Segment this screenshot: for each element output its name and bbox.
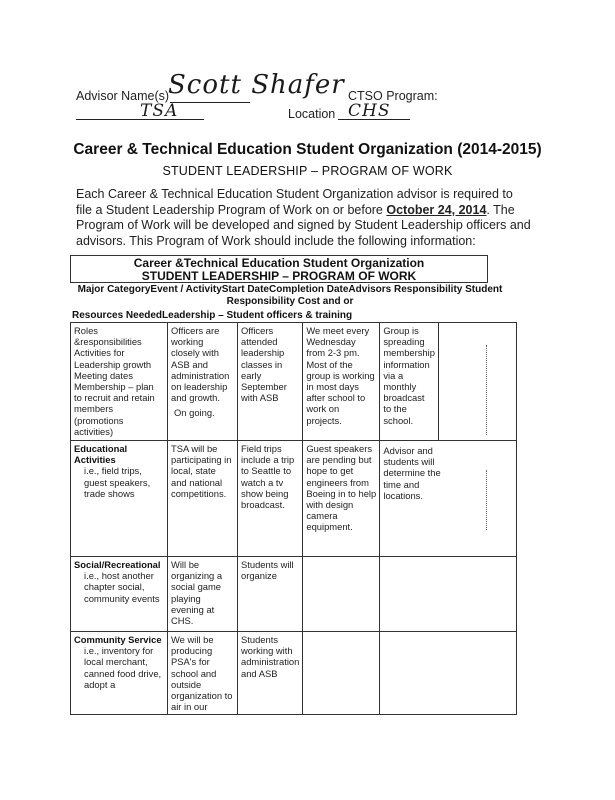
program-of-work-table xyxy=(70,322,517,715)
event-text: Officers are working closely with ASB and administration on leadership and growth. xyxy=(171,325,230,404)
advisor-responsibility-cell xyxy=(380,632,517,715)
category-cell xyxy=(71,441,168,557)
column-headers-line1: Major CategoryEvent / ActivityStart DateCompletion DateAdvisors Responsibility Student xyxy=(77,284,503,295)
table-row xyxy=(71,441,517,557)
completion-date-cell: We meet every Wednesday from 2-3 pm. Most of the group is working in most days after school to work on projects. xyxy=(303,323,380,441)
category-examples: i.e., host another chapter social, community events xyxy=(84,570,160,604)
start-date-cell: Officers attended leadership classes in early September with ASB xyxy=(238,323,303,441)
intro-part1: Each Career & Technical Education Student Organization advisor is required to file a Student Leadership Program of Work on or before xyxy=(76,187,513,217)
table-row xyxy=(71,632,517,715)
advisor-responsibility-cell: Group is spreading membership information via a monthly broadcast to the school. xyxy=(380,323,439,441)
category-name: Educational Activities xyxy=(74,443,128,466)
resources-needed-line: Resources NeededLeadership – Student officers & training xyxy=(72,310,353,321)
category-examples: i.e., field trips, guest speakers, trade shows xyxy=(84,465,151,499)
event-cell: We will be producing PSA's for school and outside organization to air in our xyxy=(168,632,238,715)
column-headers xyxy=(70,284,510,308)
ctso-program-label: CTSO Program: xyxy=(348,89,438,103)
category-examples: i.e., inventory for local merchant, canned food drive, adopt a xyxy=(84,645,162,690)
start-date-cell: Students will organize xyxy=(238,557,303,632)
advisor-responsibility-cell xyxy=(380,557,517,632)
table-heading-line1: Career &Technical Education Student Organization xyxy=(133,256,425,270)
completion-date-cell xyxy=(303,557,380,632)
category-cell xyxy=(71,632,168,715)
location-label: Location xyxy=(288,107,336,121)
document-title: Career & Technical Education Student Organization (2014-2015) xyxy=(73,141,542,158)
table-row xyxy=(71,323,517,441)
start-date-cell: Field trips include a trip to Seattle to watch a tv show being broadcast. xyxy=(238,441,303,557)
table-row xyxy=(71,557,517,632)
start-date-cell: Students working with administration and ASB xyxy=(238,632,303,715)
intro-paragraph xyxy=(76,187,531,249)
scan-rule-mark xyxy=(486,470,487,530)
category-cell xyxy=(71,557,168,632)
completion-date-cell xyxy=(303,632,380,715)
event-cell xyxy=(168,323,238,441)
event-cell: TSA will be participating in local, state and national competitions. xyxy=(168,441,238,557)
column-headers-line2: Responsibility Cost and or xyxy=(226,296,354,307)
document-subtitle: STUDENT LEADERSHIP – PROGRAM OF WORK xyxy=(162,164,453,178)
category-name: Community Service xyxy=(74,634,162,645)
advisor-name-value: Scott Shafer xyxy=(168,70,345,100)
advisor-responsibility-text: Advisor and students will determine the time and locations. xyxy=(383,445,441,501)
advisor-name-label: Advisor Name(s) xyxy=(76,89,170,103)
event-cell: Will be organizing a social game playing evening at CHS. xyxy=(168,557,238,632)
table-heading-box xyxy=(70,255,488,283)
table-heading-line2: STUDENT LEADERSHIP – PROGRAM OF WORK xyxy=(141,269,417,283)
scan-rule-mark xyxy=(486,345,487,435)
advisor-responsibility-cell xyxy=(380,441,517,557)
ctso-program-value: TSA xyxy=(140,101,179,121)
event-note: On going. xyxy=(174,407,215,419)
category-name: Roles &responsibilities xyxy=(74,325,142,348)
advisor-name-underline xyxy=(170,102,250,103)
location-value: CHS xyxy=(348,101,391,121)
intro-part2: . The Program of Work will be developed and signed by Student Leadership officers and advisors. This Program of Work should include the following information: xyxy=(76,202,531,248)
completion-date-cell: Guest speakers are pending but hope to get engineers from Boeing in to help with design camera equipment. xyxy=(303,441,380,557)
category-examples: Activities for Leadership growth Meeting dates Membership – plan to recruit and retain members (promotions activities) xyxy=(74,347,155,437)
intro-deadline: October 24, 2014 xyxy=(386,202,487,217)
category-name: Social/Recreational xyxy=(74,559,161,570)
student-responsibility-cell xyxy=(438,323,516,441)
category-cell xyxy=(71,323,168,441)
